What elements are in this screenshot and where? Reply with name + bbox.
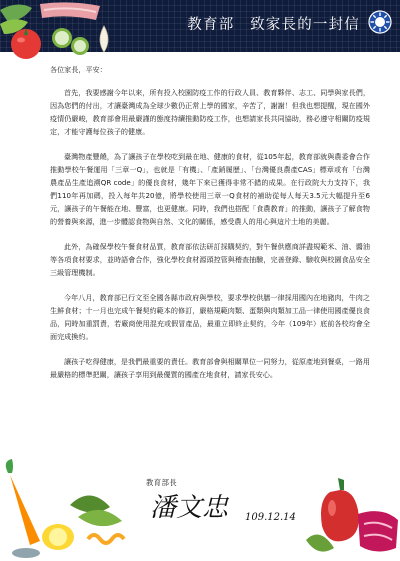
vegetables-illustration-bottom-left	[0, 455, 130, 561]
handwritten-signature	[150, 486, 300, 528]
vegetables-illustration-top	[0, 0, 120, 72]
vegetables-illustration-bottom-right	[300, 470, 400, 561]
letter-paragraph-4: 今年八月，教育部已行文至全國各縣市政府與學校，要求學校供膳一律採用國內在地豬肉，牛肉之生鮮食材；十一月也完成午餐契約範本的修訂，嚴格規範肉類、蛋類與肉類加工品一律使用國產優良食品，同時加重罰責，若廠商使用混充或假冒產品，最重立即終止契約，今年（109年）底前各校均會全面完成換約。	[50, 293, 370, 341]
ministry-emblem-icon	[368, 10, 392, 34]
letter-paragraph-3: 此外，為確保學校午餐食材品質，教育部依法研訂採購契約，對午餐供應商詳盡規範米、油、醬油等各項食材要求，並時語會合作，強化學校食材源頭控管與稽查抽驗，完善登錄、驗收與校園食品安全三級管理機制。	[50, 242, 370, 277]
page-title: 教育部 致家長的一封信	[187, 17, 360, 33]
signature-date: 109.12.14	[245, 512, 296, 523]
signature-name: 潘文忠	[150, 493, 229, 523]
letter-paragraph-1: 首先，我要感謝今年以來，所有投入校園防疫工作的行政人員、教育夥伴、志工、同學與家長們，因為您們的付出，才讓臺灣成為全球少數仍正常上學的國家，辛苦了，謝謝！但我也想提醒，現在國外疫情仍嚴峻，教育部會用最嚴謹的態度持續推動防疫工作，也想請家長共同協助，務必遵守相關防疫規定，才能守護每位孩子的健康。	[50, 88, 370, 136]
letter-body	[50, 63, 370, 392]
letter-greeting: 各位家長，平安：	[50, 65, 107, 74]
letter-paragraph-5: 讓孩子吃得健康，是我們最重要的責任。教育部會與相關單位一同努力，從原產地到餐桌，一路用最嚴格的標準把關，讓孩子享用到最優質的國產在地食材，請家長安心。	[50, 357, 370, 379]
signer-title: 教育部長	[146, 478, 178, 487]
letter-paragraph-2: 臺灣物產豐饒，為了讓孩子在學校吃到最在地、健康的食材，從105年起，教育部就與農委會合作推動學校午餐運用「三章一Q」，也就是「有機」、「產銷履歷」、「台灣優良農產CAS」標章或有「台灣農產品生產追溯QR code」的優良食材，幾年下來已獲得非常不錯的成果。在行政院大力支持下，我們110年再加碼，投入每年共20億，將學校使用三章一Q食材的補助從每人每天3.5元大幅提升至6元，讓孩子的午餐能在地、豐富，也更健康。同時，我們也搭配「食農教育」的推動，讓孩子了解食物的營養與來源，進一步體認食物與自然、文化的關係，感受農人的用心與這片土地的美麗。	[50, 152, 370, 226]
